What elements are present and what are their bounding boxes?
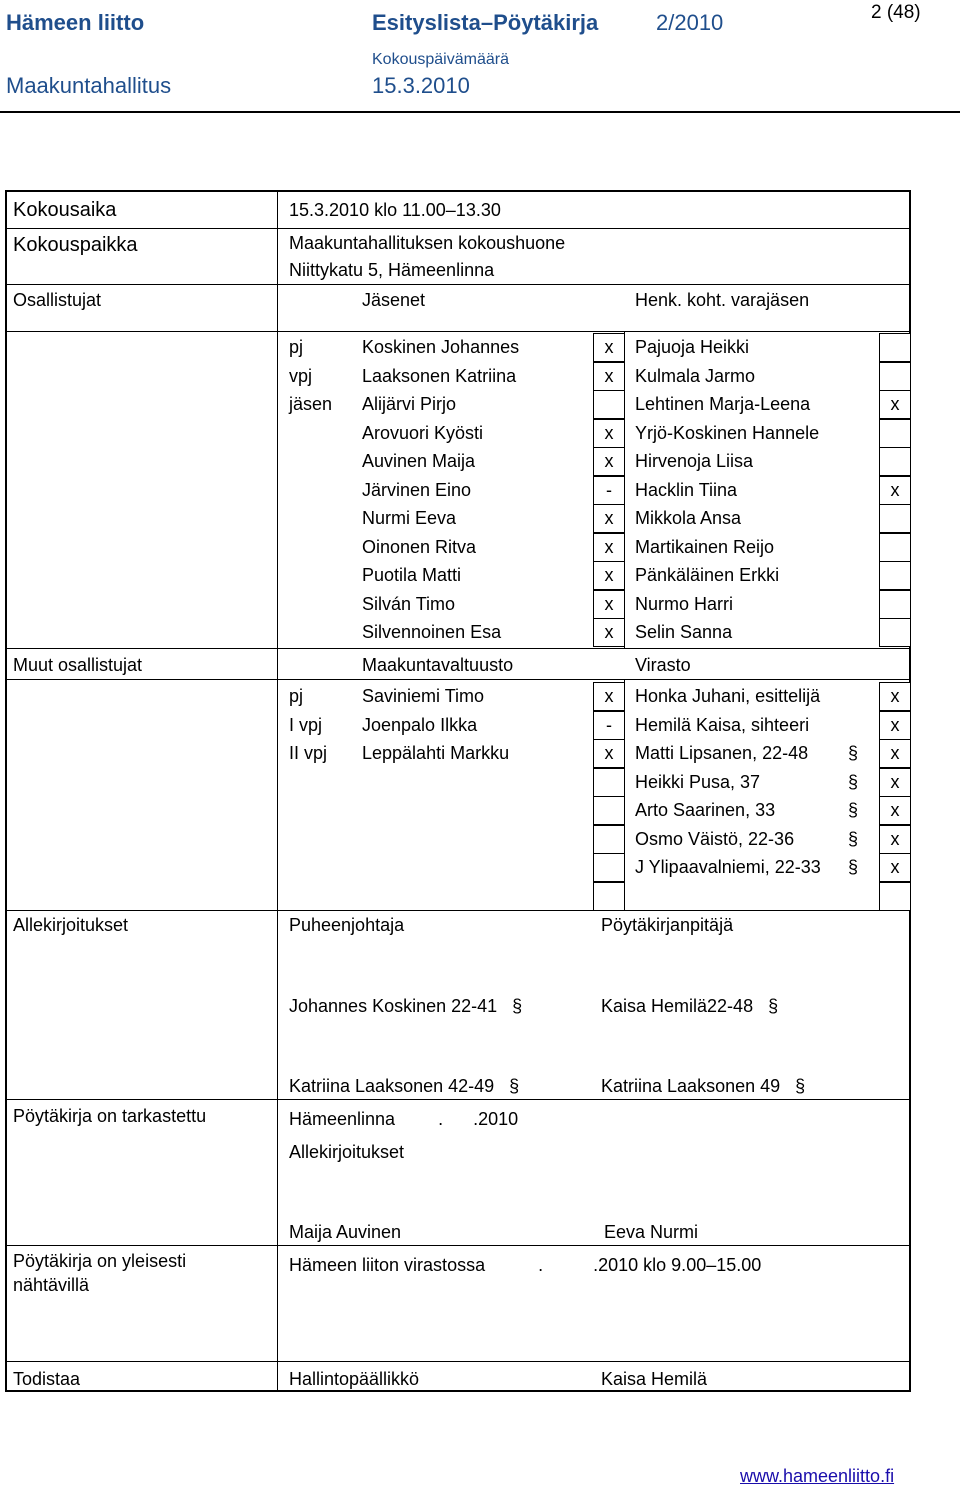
council-presence-box	[593, 768, 625, 797]
office-staff-name: Matti Lipsanen, 22-48	[635, 743, 809, 763]
member-name: Koskinen Johannes	[362, 337, 520, 357]
public-place: Hämeen liiton virastossa	[289, 1255, 486, 1275]
divider-line	[5, 284, 911, 285]
member-presence-box: x	[593, 504, 625, 533]
divider-line	[5, 1361, 911, 1362]
office-staff-name: Osmo Väistö, 22-36	[635, 828, 795, 849]
secretary-name-2	[601, 1076, 805, 1097]
chair-name-2	[289, 1076, 519, 1097]
section-mark: §	[848, 828, 859, 849]
deputy-name: Nurmo Harri	[635, 593, 734, 614]
website-link[interactable]: www.hameenliitto.fi	[740, 1466, 895, 1486]
chair-name-2-text: Katriina Laaksonen 42-49	[289, 1076, 495, 1096]
section-mark: §	[848, 800, 859, 820]
members-header: Jäsenet	[362, 290, 426, 310]
divider-line	[5, 228, 911, 229]
deputy-name: Martikainen Reijo	[635, 536, 775, 557]
certify-name: Kaisa Hemilä	[601, 1369, 708, 1389]
council-member-name: Leppälahti Markku	[362, 743, 510, 763]
member-name: Laaksonen Katriina	[362, 365, 517, 386]
deputy-name: Lehtinen Marja-Leena	[635, 394, 811, 414]
divider-line	[5, 331, 911, 332]
deputy-name: Hacklin Tiina	[635, 479, 738, 500]
member-presence-box: x	[593, 533, 625, 562]
divider-line	[5, 648, 911, 649]
council-header: Maakuntavaltuusto	[362, 655, 514, 675]
deputy-presence-box	[879, 504, 911, 533]
member-name: Oinonen Ritva	[362, 536, 477, 557]
public-date-time: . .2010 klo 9.00–15.00	[538, 1255, 762, 1275]
public-place-time	[289, 1255, 761, 1276]
member-presence-box: x	[593, 362, 625, 391]
divider-line	[5, 1099, 911, 1100]
member-presence-box	[593, 390, 625, 419]
meeting-place-label: Kokouspaikka	[13, 234, 138, 256]
deputy-presence-box	[879, 362, 911, 391]
member-presence-box: x	[593, 618, 625, 647]
office-staff-name: Arto Saarinen, 33	[635, 800, 776, 820]
office-presence-box: x	[879, 853, 911, 882]
deputy-header: Henk. koht. varajäsen	[635, 290, 810, 310]
deputy-name: Yrjö-Koskinen Hannele	[635, 422, 820, 443]
chair-title: Puheenjohtaja	[289, 915, 405, 935]
member-name: Järvinen Eino	[362, 479, 472, 500]
deputy-name: Pänkäläinen Erkki	[635, 565, 780, 585]
member-name: Arovuori Kyösti	[362, 422, 484, 443]
office-staff-name: Hemilä Kaisa, sihteeri	[635, 714, 810, 735]
checked-place-date	[289, 1109, 518, 1130]
deputy-presence-box	[879, 618, 911, 647]
other-role: I vpj	[289, 714, 323, 735]
office-presence-box: x	[879, 825, 911, 854]
section-mark: §	[509, 1076, 520, 1096]
office-presence-box: x	[879, 796, 911, 825]
divider-line	[5, 679, 911, 680]
section-mark: §	[768, 996, 779, 1016]
date-label: Kokouspäivämäärä	[372, 51, 509, 68]
other-role: II vpj	[289, 743, 328, 763]
member-name: Silvennoinen Esa	[362, 622, 502, 642]
deputy-presence-box	[879, 333, 911, 362]
council-member-name: Joenpalo Ilkka	[362, 714, 478, 735]
member-name: Nurmi Eeva	[362, 508, 457, 528]
member-presence-box: x	[593, 447, 625, 476]
certify-label: Todistaa	[13, 1369, 81, 1389]
secretary-name-text: Kaisa Hemilä22-48	[601, 996, 754, 1016]
council-presence-box	[593, 882, 625, 911]
section-mark: §	[848, 857, 859, 877]
chair-name-text: Johannes Koskinen 22-41	[289, 996, 498, 1016]
checker-1: Maija Auvinen	[289, 1222, 402, 1242]
body-name: Maakuntahallitus	[6, 73, 172, 98]
council-member-name: Saviniemi Timo	[362, 686, 485, 706]
meeting-time: 15.3.2010 klo 11.00–13.30	[289, 200, 501, 220]
divider-line	[5, 910, 911, 911]
meeting-place-line1: Maakuntahallituksen kokoushuone	[289, 233, 566, 253]
public-label-line2: nähtävillä	[13, 1275, 90, 1295]
chair-name	[289, 996, 522, 1017]
deputy-presence-box: x	[879, 476, 911, 505]
deputy-name: Pajuoja Heikki	[635, 337, 750, 357]
section-mark: §	[848, 771, 859, 792]
office-staff-name: Honka Juhani, esittelijä	[635, 686, 821, 706]
other-role: pj	[289, 686, 304, 706]
certify-title: Hallintopäällikkö	[289, 1369, 420, 1389]
meeting-time-label: Kokousaika	[13, 199, 117, 221]
council-presence-box: -	[593, 711, 625, 740]
member-presence-box: x	[593, 590, 625, 619]
member-role: pj	[289, 337, 304, 357]
checker-2: Eeva Nurmi	[604, 1222, 699, 1242]
meeting-date: 15.3.2010	[372, 73, 470, 98]
divider-line	[5, 1245, 911, 1246]
member-presence-box: x	[593, 561, 625, 590]
council-presence-box	[593, 796, 625, 825]
participants-label: Osallistujat	[13, 290, 102, 310]
deputy-name: Kulmala Jarmo	[635, 365, 756, 386]
member-name: Puotila Matti	[362, 565, 462, 585]
office-header: Virasto	[635, 655, 691, 675]
secretary-title: Pöytäkirjanpitäjä	[601, 915, 734, 935]
member-presence-box: x	[593, 333, 625, 362]
secretary-name	[601, 996, 778, 1017]
member-role: vpj	[289, 365, 313, 386]
office-presence-box: x	[879, 739, 911, 768]
deputy-name: Mikkola Ansa	[635, 508, 742, 528]
office-presence-box: x	[879, 768, 911, 797]
deputy-name: Selin Sanna	[635, 622, 733, 642]
deputy-presence-box	[879, 533, 911, 562]
public-label-line1: Pöytäkirja on yleisesti	[13, 1251, 187, 1271]
office-staff-name: Heikki Pusa, 37	[635, 771, 761, 792]
office-presence-box: x	[879, 711, 911, 740]
checked-place: Hämeenlinna	[289, 1109, 396, 1129]
member-presence-box: -	[593, 476, 625, 505]
deputy-name: Hirvenoja Liisa	[635, 451, 754, 471]
member-name: Alijärvi Pirjo	[362, 394, 457, 414]
section-mark: §	[795, 1076, 806, 1096]
column-divider	[277, 190, 278, 1392]
office-staff-name: J Ylipaavalniemi, 22-33	[635, 857, 821, 877]
secretary-name-2-text: Katriina Laaksonen 49	[601, 1076, 781, 1096]
others-label: Muut osallistujat	[13, 655, 143, 675]
council-presence-box	[593, 825, 625, 854]
section-mark: §	[848, 743, 859, 763]
deputy-presence-box	[879, 447, 911, 476]
section-mark: §	[512, 996, 523, 1016]
header-rule	[0, 111, 960, 113]
document-type: Esityslista–Pöytäkirja	[372, 10, 599, 35]
member-presence-box: x	[593, 419, 625, 448]
office-presence-box: x	[879, 682, 911, 711]
document-number: 2/2010	[656, 10, 724, 35]
member-role: jäsen	[289, 394, 333, 414]
deputy-presence-box	[879, 561, 911, 590]
meeting-place-line2: Niittykatu 5, Hämeenlinna	[289, 260, 495, 280]
deputy-presence-box	[879, 419, 911, 448]
council-presence-box	[593, 853, 625, 882]
checked-date: . .2010	[438, 1109, 519, 1129]
council-presence-box: x	[593, 739, 625, 768]
checked-signatures-label: Allekirjoitukset	[289, 1142, 405, 1162]
checked-label: Pöytäkirja on tarkastettu	[13, 1106, 207, 1126]
member-name: Silván Timo	[362, 593, 456, 614]
deputy-presence-box	[879, 590, 911, 619]
org-name: Hämeen liitto	[6, 10, 145, 35]
office-presence-box	[879, 882, 911, 911]
page-number: 2 (48)	[871, 2, 921, 23]
member-name: Auvinen Maija	[362, 451, 476, 471]
council-presence-box: x	[593, 682, 625, 711]
deputy-presence-box: x	[879, 390, 911, 419]
signatures-label: Allekirjoitukset	[13, 915, 129, 935]
